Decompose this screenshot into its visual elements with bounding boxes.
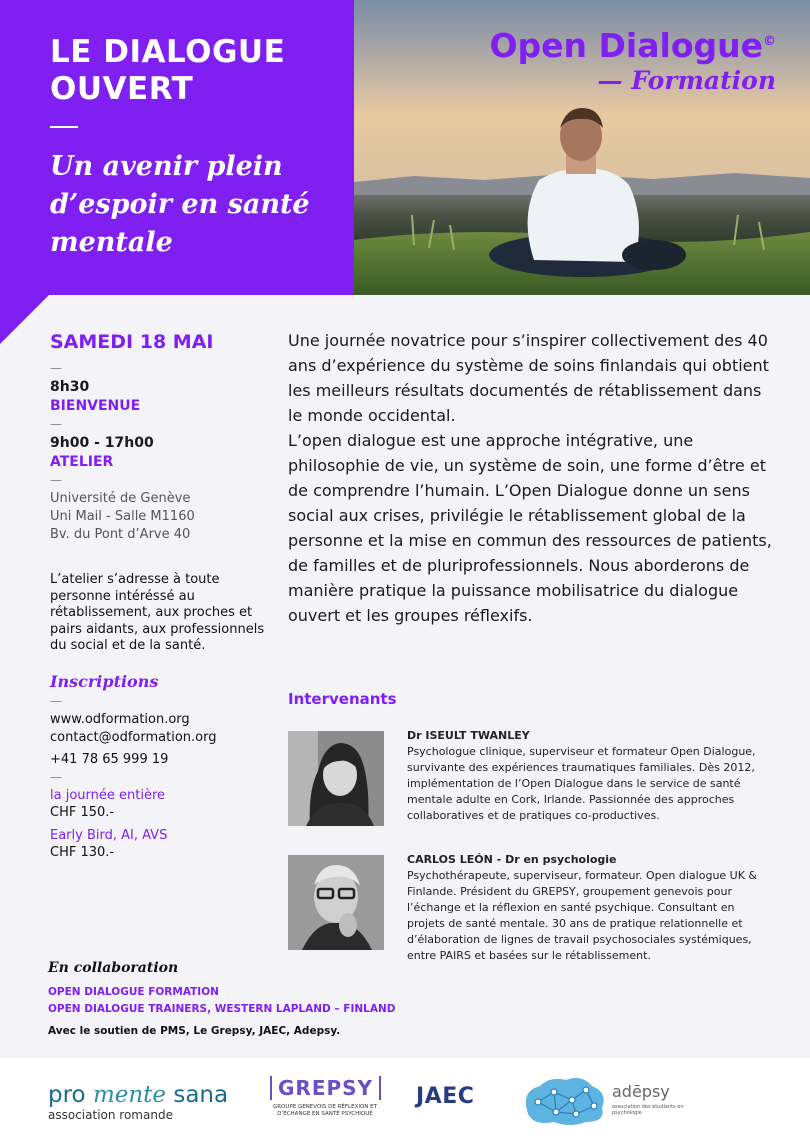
intro-paragraph: L’open dialogue est une approche intégrative, une philosophie de vie, un système de soin, une forme d’être et de comprendre l’humain. L’Open Dialogue donne un sens social aux crises, privilégie le rétablissement global de la personne et la mise en commun des ressources de patients, de familles et de pluriprofessionnels. Nous aborderons de manière pratique la puissance mobilisatrice du dialogue ouvert et les groupes réflexifs. bbox=[288, 431, 772, 625]
pms-wordmark bbox=[48, 1082, 228, 1108]
pro-mente-sana-logo bbox=[48, 1082, 228, 1122]
address-line: Uni Mail - Salle M1160 bbox=[50, 509, 195, 524]
workshop-label: ATELIER bbox=[50, 454, 114, 470]
phone-number: +41 78 65 999 19 bbox=[50, 751, 169, 767]
address-line: Université de Genève bbox=[50, 491, 191, 506]
speaker-twanley bbox=[407, 728, 772, 824]
dash-separator: — bbox=[50, 769, 62, 784]
pms-pro: pro bbox=[48, 1082, 86, 1108]
intro-text bbox=[288, 328, 778, 628]
price-full: CHF 150.- bbox=[50, 804, 115, 820]
header-corner-triangle bbox=[0, 294, 50, 344]
address-line: Bv. du Pont d’Arve 40 bbox=[50, 527, 191, 542]
grepsy-logo bbox=[270, 1076, 380, 1118]
audience-text: L’atelier s’adresse à toute personne intéréssé au rétablissement, aux proches et pairs aidants, aux professionnels du social et de la santé. bbox=[50, 572, 265, 653]
welcome-time: 8h30 bbox=[50, 379, 90, 395]
dash-separator: — bbox=[50, 693, 62, 708]
speaker-bio: Psychothérapeute, superviseur, formateur. Open dialogue UK & Finlande. Président du GREPSY, groupement genevois pour l’échange et la réflexion en santé psychique. Consultant en projets de santé mentale. 30 ans de pratique relationnelle et d’élaboration de lignes de travail psychosociales systémiques, entre PAIRS et basées sur le rétablissement. bbox=[407, 869, 758, 962]
website-link[interactable]: www.odformation.org bbox=[50, 711, 190, 727]
collaboration-org: OPEN DIALOGUE FORMATION bbox=[48, 986, 219, 998]
inscriptions-heading: Inscriptions bbox=[50, 671, 159, 691]
copyright-mark: © bbox=[763, 34, 776, 49]
pms-mente: mente bbox=[92, 1082, 167, 1108]
workshop-time: 9h00 - 17h00 bbox=[50, 435, 154, 451]
jaec-logo: JAEC bbox=[416, 1084, 475, 1109]
tagline: Un avenir plein d’espoir en santé mentale bbox=[50, 151, 310, 258]
speaker-name: CARLOS LEÓN - Dr en psychologie bbox=[407, 853, 617, 866]
collaboration-heading: En collaboration bbox=[48, 960, 179, 976]
dash-separator: — bbox=[50, 473, 62, 487]
price-reduced-label: Early Bird, AI, AVS bbox=[50, 827, 168, 843]
pms-sana: sana bbox=[173, 1082, 229, 1108]
speaker-name: Dr ISEULT TWANLEY bbox=[407, 729, 530, 742]
support-line: Avec le soutien de PMS, Le Grepsy, JAEC, Adepsy. bbox=[48, 1025, 341, 1037]
adepsy-logo bbox=[520, 1072, 700, 1128]
speaker-leon bbox=[407, 852, 772, 964]
welcome-label: BIENVENUE bbox=[50, 398, 141, 414]
collaboration-org: OPEN DIALOGUE TRAINERS, WESTERN LAPLAND – FINLAND bbox=[48, 1003, 396, 1015]
speaker-photo-twanley bbox=[288, 731, 384, 826]
dash-separator: — bbox=[50, 361, 62, 375]
page-title: LE DIALOGUE OUVERT bbox=[50, 34, 286, 107]
speaker-photo-leon bbox=[288, 855, 384, 950]
event-info-column bbox=[50, 330, 265, 867]
title-divider bbox=[50, 126, 78, 128]
price-reduced: CHF 130.- bbox=[50, 844, 115, 860]
grepsy-subtitle: GROUPE GENEVOIS DE RÉFLEXION ET D’ÉCHANGE EN SANTÉ PSYCHIQUE bbox=[272, 1104, 378, 1117]
speakers-heading: Intervenants bbox=[288, 690, 397, 708]
grepsy-wordmark: GREPSY bbox=[270, 1076, 381, 1100]
open-dialogue-brand bbox=[490, 22, 777, 96]
pms-subtitle: association romande bbox=[48, 1108, 173, 1122]
collaboration-section bbox=[48, 958, 548, 1037]
dash-separator: — bbox=[50, 417, 62, 431]
email-link[interactable]: contact@odformation.org bbox=[50, 729, 217, 745]
price-full-label: la journée entière bbox=[50, 787, 166, 803]
intro-paragraph: Une journée novatrice pour s’inspirer collectivement des 40 ans d’expérience du système de soins finlandais qui obtient les meilleurs résultats documentés de rétablissement dans le monde occidental. bbox=[288, 331, 769, 425]
brand-subtitle: — Formation bbox=[597, 66, 776, 95]
speaker-bio: Psychologue clinique, superviseur et formateur Open Dialogue, survivante des expériences traumatiques familiales. Dès 2012, implémentation de l’Open Dialogue dans le service de santé mentale adulte en Cork, Irlande. Passionnée des approches collaboratives et de pratiques co-productives. bbox=[407, 745, 756, 822]
adepsy-subtitle: association des étudiants en psychologie bbox=[612, 1104, 684, 1116]
brand-name-text: Open Dialogue bbox=[489, 26, 763, 65]
brand-name bbox=[490, 22, 777, 66]
event-date: SAMEDI 18 MAI bbox=[50, 331, 214, 353]
adepsy-network-icon bbox=[520, 1072, 610, 1128]
adepsy-wordmark: adēpsy bbox=[612, 1082, 670, 1101]
